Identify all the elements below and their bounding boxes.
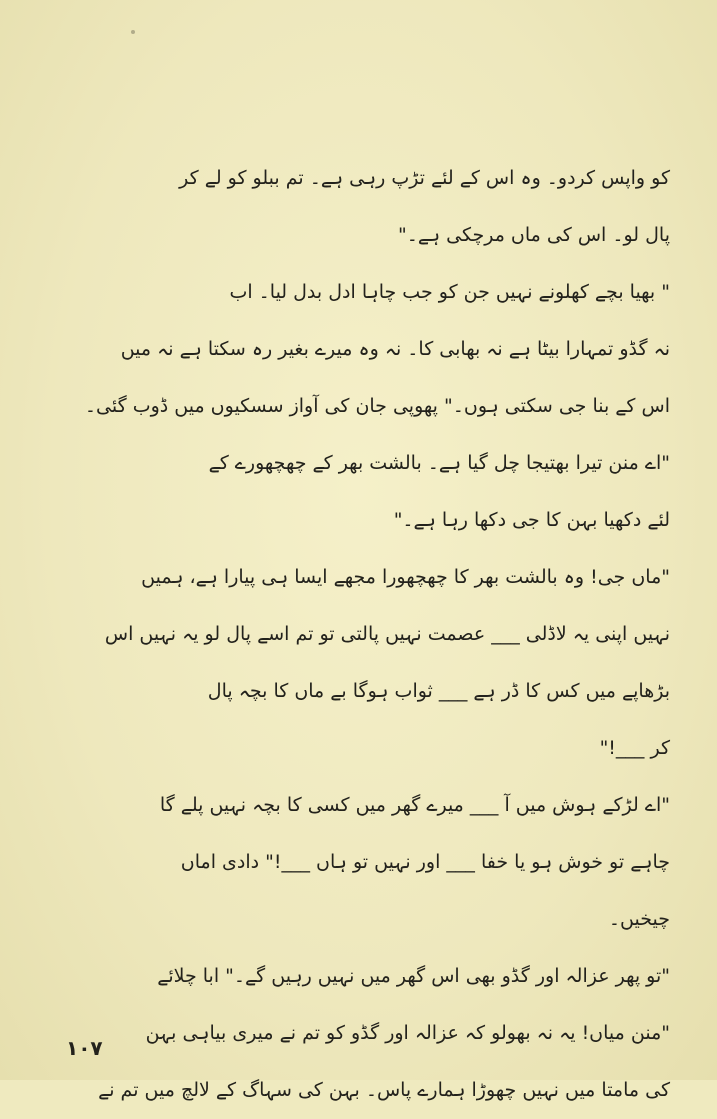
text-line: کر ___!" <box>599 737 670 759</box>
text-line: " بھیا بچے کھلونے نہیں جن کو جب چاہا ادل بدل لیا۔ اب <box>229 281 670 303</box>
text-line: "اے منن تیرا بھتیجا چل گیا ہے۔ بالشت بھر کے چھچھورے کے <box>208 452 670 474</box>
text-line: اس کے بنا جی سکتی ہوں۔" پھوپی جان کی آواز سسکیوں میں ڈوب گئی۔ <box>84 395 670 417</box>
text-line: "منن میاں! یہ نہ بھولو کہ عزالہ اور گڈو کو تم نے میری بیاہی بہن <box>145 1022 670 1044</box>
text-line: "ماں جی! وہ بالشت بھر کا چھچھورا مجھے ایسا ہی پیارا ہے، ہمیں <box>141 566 670 588</box>
text-line: "اے لڑکے ہوش میں آ ___ میرے گھر میں کسی کا بچہ نہیں پلے گا <box>159 794 670 816</box>
text-line: نہیں اپنی یہ لاڈلی ___ عصمت نہیں پالتی تو تم اسے پال لو یہ نہیں اس <box>104 623 670 645</box>
text-line: کی مامتا میں نہیں چھوڑا ہمارے پاس۔ بہن کی سہاگ کے لالچ میں تم نے <box>98 1079 670 1101</box>
text-line: کو واپس کردو۔ وہ اس کے لئے تڑپ رہی ہے۔ تم ببلو کو لے کر <box>179 167 670 189</box>
text-line: چیخیں۔ <box>608 908 670 930</box>
text-line: پال لو۔ اس کی ماں مرچکی ہے۔" <box>397 224 670 246</box>
text-line: بڑھاپے میں کس کا ڈر ہے ___ ثواب ہوگا بے ماں کا بچہ پال <box>207 680 670 702</box>
text-line: چاہے تو خوش ہو یا خفا ___ اور نہیں تو ہاں ___!" دادی اماں <box>180 851 670 873</box>
page-number: ۱۰۷ <box>66 1036 103 1060</box>
paper-speck <box>131 30 135 34</box>
text-line: لئے دکھیا بہن کا جی دکھا رہا ہے۔" <box>393 509 670 531</box>
page-body-text <box>70 150 670 1119</box>
text-line: "تو پھر عزالہ اور گڈو بھی اس گھر میں نہیں رہیں گے۔" ابا چلائے <box>157 965 670 987</box>
text-line: نہ گڈو تمہارا بیٹا ہے نہ بھابی کا۔ نہ وہ میرے بغیر رہ سکتا ہے نہ میں <box>120 338 670 360</box>
